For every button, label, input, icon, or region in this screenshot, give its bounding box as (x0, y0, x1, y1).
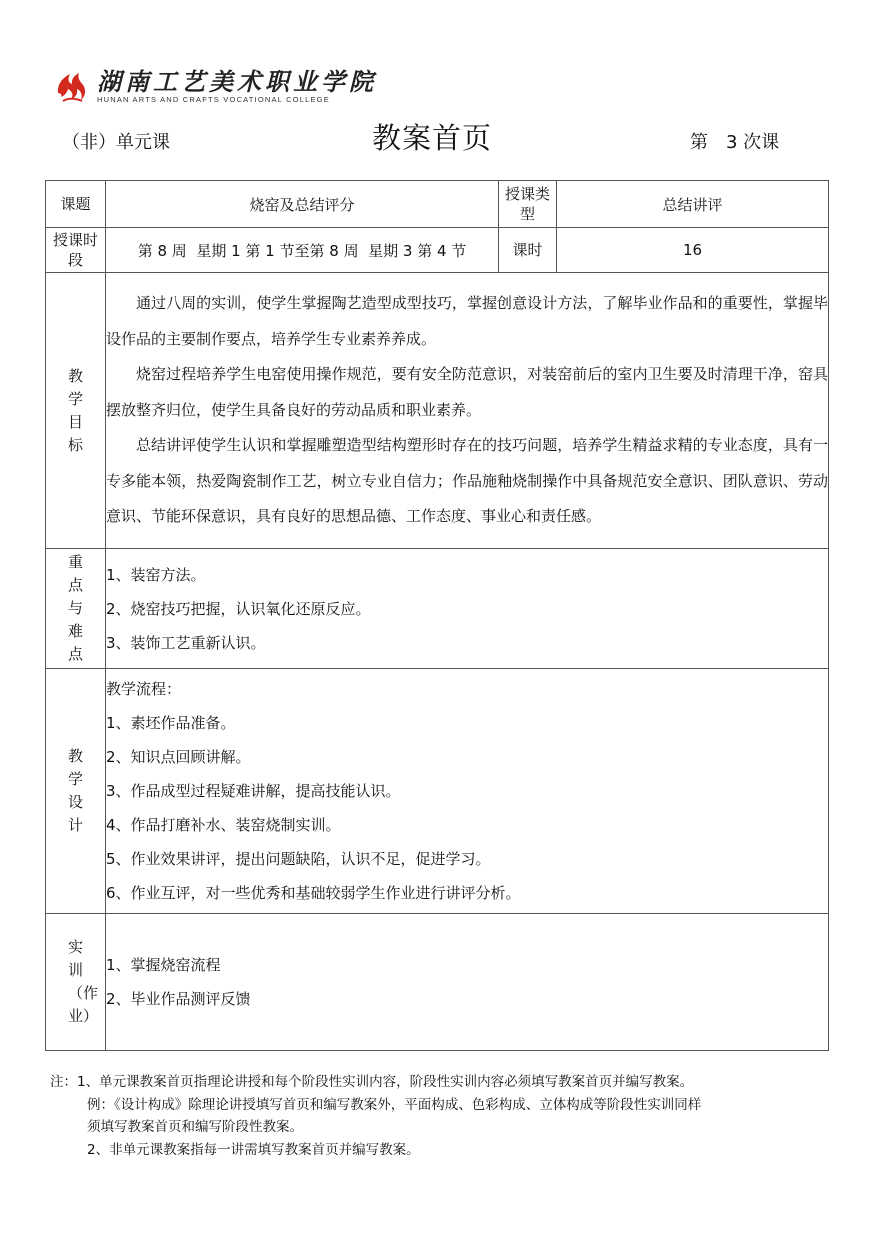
time-value: 第 8 周 星期 1 第 1 节至第 8 周 星期 3 第 4 节 (106, 228, 499, 273)
design-label (46, 669, 106, 914)
note-line: 注：1、单元课教案首页指理论讲授和每个阶段性实训内容，阶段性实训内容必须填写教案首页并编写教案。 (50, 1074, 694, 1090)
goals-row (46, 273, 829, 549)
design-item: 6、作业互评，对一些优秀和基础较弱学生作业进行讲评分析。 (106, 884, 521, 902)
lesson-kind: （非）单元课 (62, 132, 170, 153)
practice-label (46, 914, 106, 1051)
goal-paragraph-1: 通过八周的实训，使学生掌握陶艺造型成型技巧，掌握创意设计方法，了解毕业作品和的重要性，掌握毕设作品的主要制作要点，培养学生专业素养养成。 (106, 294, 828, 348)
note-line: 2、非单元课教案指每一讲需填写教案首页并编写教案。 (87, 1141, 420, 1158)
key-points-label-text: 重点与难点 (68, 553, 84, 663)
footnotes (50, 1071, 840, 1161)
goals-label (46, 273, 106, 549)
design-item: 教学流程： (106, 680, 182, 698)
key-points-content (106, 549, 829, 669)
lesson-plan-table (45, 180, 829, 1051)
goals-label-text: 教学目标 (68, 366, 84, 454)
practice-label-text: 实训（作业） (68, 938, 99, 1025)
type-value: 总结讲评 (557, 181, 829, 228)
design-item: 1、素坯作品准备。 (106, 714, 236, 732)
note-line: 例：《设计构成》除理论讲授填写首页和编写教案外，平面构成、色彩构成、立体构成等阶段性实训同样 (87, 1096, 702, 1113)
logo-english-name: HUNAN ARTS AND CRAFTS VOCATIONAL COLLEGE (97, 95, 330, 104)
practice-item: 1、掌握烧窑流程 (106, 956, 221, 974)
design-label-text: 教学设计 (68, 747, 84, 834)
type-label: 授课类型 (499, 181, 557, 228)
time-label: 授课时段 (46, 228, 106, 273)
flame-logo-icon (55, 71, 89, 103)
page-title: 教案首页 (372, 121, 493, 155)
key-point-item: 1、装窑方法。 (106, 565, 206, 584)
practice-content (106, 914, 829, 1051)
note-line: 须填写教案首页和编写阶段性教案。 (87, 1119, 303, 1135)
hours-label: 课时 (499, 228, 557, 273)
topic-label: 课题 (46, 181, 106, 228)
goals-content (106, 273, 829, 549)
design-row (46, 669, 829, 914)
goal-paragraph-3: 总结讲评使学生认识和掌握雕塑造型结构塑形时存在的技巧问题，培养学生精益求精的专业态度，具有一专多能本领，热爱陶瓷制作工艺，树立专业自信力；作品施釉烧制操作中具备规范安全意识、团队意识、劳动意识、节能环保意识，具有良好的思想品德、工作态度、事业心和责任感。 (106, 436, 828, 526)
topic-row (46, 181, 829, 228)
key-points-row (46, 549, 829, 669)
design-content (106, 669, 829, 914)
design-item: 5、作业效果讲评，提出问题缺陷，认识不足，促进学习。 (106, 850, 491, 868)
practice-item: 2、毕业作品测评反馈 (106, 990, 251, 1008)
time-row (46, 228, 829, 273)
lesson-number: 第 3 次课 (690, 132, 780, 153)
goal-paragraph-2: 烧窑过程培养学生电窑使用操作规范，要有安全防范意识，对装窑前后的室内卫生要及时清理干净，窑具摆放整齐归位，使学生具备良好的劳动品质和职业素养。 (106, 365, 828, 419)
topic-value: 烧窑及总结评分 (106, 181, 499, 228)
logo-chinese-name: 湖南工艺美术职业学院 (97, 67, 377, 96)
design-item: 2、知识点回顾讲解。 (106, 748, 251, 766)
key-points-label (46, 549, 106, 669)
hours-value: 16 (557, 228, 829, 273)
college-logo (55, 67, 377, 104)
key-point-item: 2、烧窑技巧把握，认识氧化还原反应。 (106, 599, 371, 618)
practice-row (46, 914, 829, 1051)
design-item: 3、作品成型过程疑难讲解，提高技能认识。 (106, 782, 401, 800)
key-point-item: 3、装饰工艺重新认识。 (106, 633, 266, 652)
design-item: 4、作品打磨补水、装窑烧制实训。 (106, 816, 341, 834)
